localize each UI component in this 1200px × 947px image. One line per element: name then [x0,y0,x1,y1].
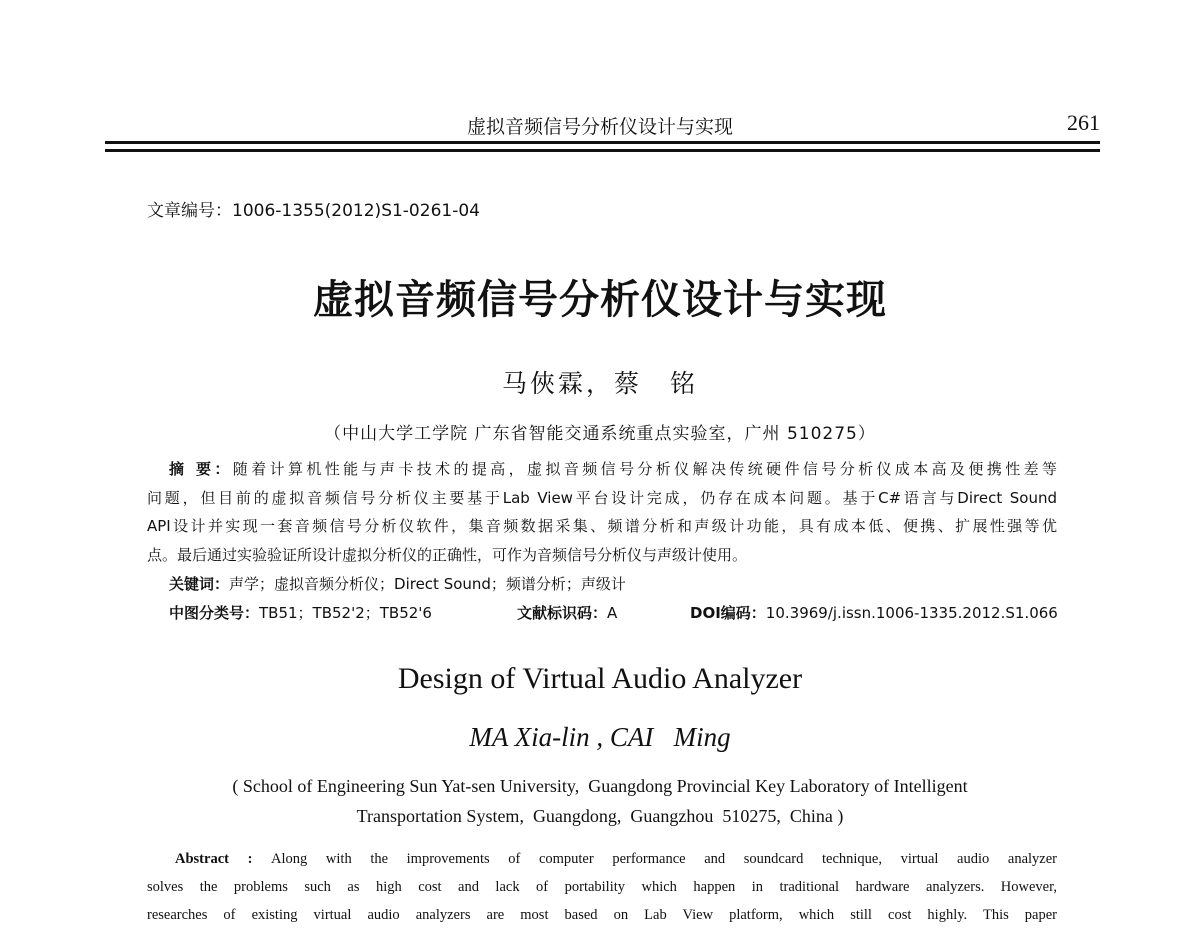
abstract-en-line: Abstract : Along with the improvements of computer performance and soundcard technique, virtual audio analyzer [175,851,1057,867]
authors-en: MA Xia-lin , CAI Ming [469,722,731,752]
header-rule-bottom [105,149,1100,152]
running-header-title: 虚拟音频信号分析仪设计与实现 [466,116,733,138]
keywords-label: 关键词： [169,575,230,593]
abstract-zh-line: API设计并实现一套音频信号分析仪软件，集音频数据采集、频谱分析和声级计功能，具有成本低、便携、扩展性强等优 [147,517,1057,535]
article-number: 文章编号：1006-1355(2012)S1-0261-04 [147,201,480,221]
affiliation-en-line: ( School of Engineering Sun Yat-sen University, Guangdong Provincial Key Laboratory of Intelligent [232,776,968,796]
abstract-zh-line: 摘 要：随着计算机性能与声卡技术的提高，虚拟音频信号分析仪解决传统硬件信号分析仪成本高及便携性差等 [169,460,1057,478]
affiliation-zh: （中山大学工学院 广东省智能交通系统重点实验室，广州 510275） [324,424,876,444]
keywords-zh [169,573,626,594]
abstract-zh-label: 摘 要： [169,460,233,478]
document-code: 文献标识码：A [517,604,618,622]
abstract-zh-line: 点。最后通过实验验证所设计虚拟分析仪的正确性，可作为音频信号分析仪与声级计使用。 [147,546,748,564]
affiliation-en-line: Transportation System, Guangdong, Guangzhou 510275, China ) [356,806,844,826]
keywords-value: 声学；虚拟音频分析仪；Direct Sound；频谱分析；声级计 [229,575,626,593]
page-number: 261 [1067,110,1100,135]
clc-number: 中图分类号：TB51；TB52'2；TB52'6 [169,604,432,622]
abstract-en-label: Abstract : [175,851,272,867]
title-zh: 虚拟音频信号分析仪设计与实现 [313,277,887,323]
doi: DOI编码：10.3969/j.issn.1006-1335.2012.S1.066 [690,604,1058,622]
title-en: Design of Virtual Audio Analyzer [397,662,803,695]
header-rule-top [105,141,1100,144]
abstract-zh-line: 问题，但目前的虚拟音频信号分析仪主要基于Lab View平台设计完成，仍存在成本问题。基于C#语言与Direct Sound [147,489,1057,507]
abstract-en-line: researches of existing virtual audio analyzers are most based on Lab View platform, which still cost highly. This paper [147,907,1057,923]
authors-zh: 马俠霖，蔡 铭 [501,369,698,398]
abstract-en-line: solves the problems such as high cost and lack of portability which happen in traditional hardware analyzers. However, [147,879,1057,895]
